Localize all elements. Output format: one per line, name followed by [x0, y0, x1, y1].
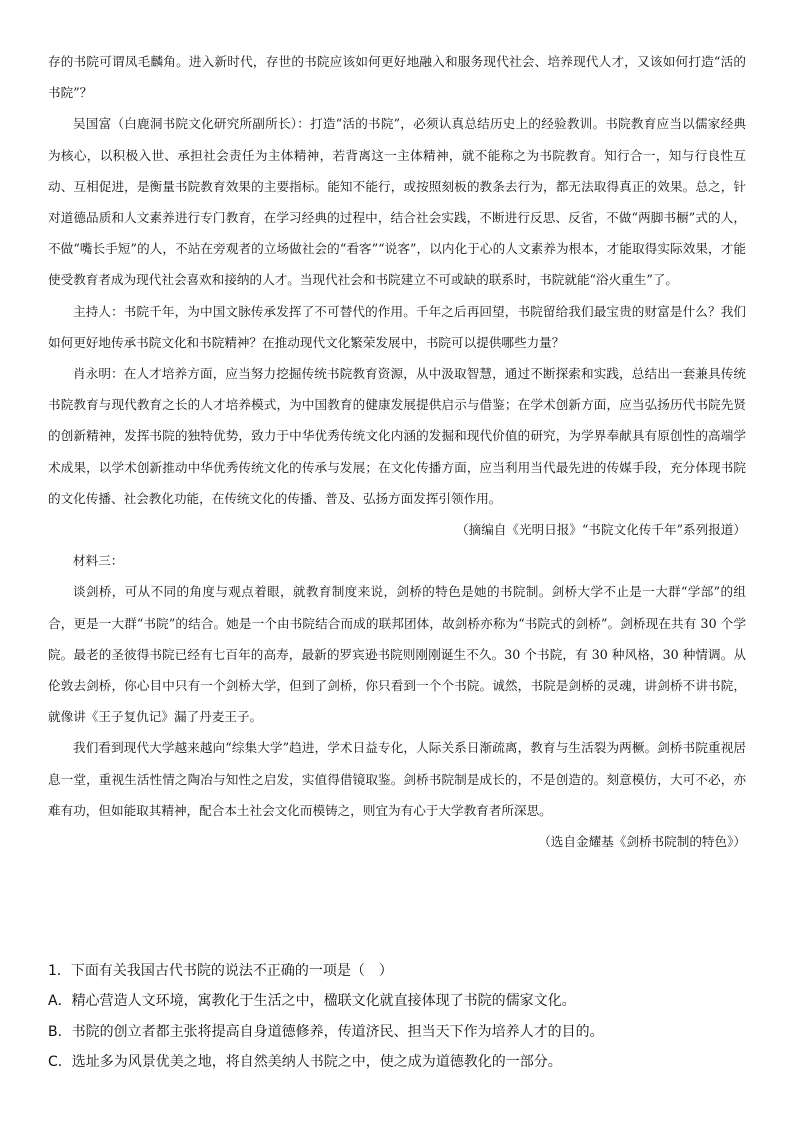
question-stem: 1．下面有关我国古代书院的说法不正确的一项是（ ）	[48, 963, 393, 979]
paragraph-cambridge-2: 我们看到现代大学越来越向“综集大学”趋进，学术日益专化，人际关系日渐疏离，教育与生活裂为两橛。剑桥书院重视居息一堂，重视生活性情之陶冶与知性之启发，实值得借镜取鉴。剑桥书院制是成长的，不是创造的。刻意模仿，大可不必，亦难有功，但如能取其精神，配合本土社会文化而模铸之，则宜为有心于大学教育者所深思。	[48, 740, 746, 818]
material-3-label: 材料三：	[73, 553, 124, 569]
paragraph-continuation: 存的书院可谓凤毛麟角。进入新时代，存世的书院应该如何更好地融入和服务现代社会、培养现代人才，又该如何打造“活的书院”？	[48, 54, 746, 101]
paragraph-host: 主持人：书院千年，为中国文脉传承发挥了不可替代的作用。千年之后再回望，书院留给我们最宝贵的财富是什么？我们如何更好地传承书院文化和书院精神？在推动现代文化繁荣发展中，书院可以提供哪些力量？	[48, 303, 746, 350]
reading-passage	[48, 46, 746, 857]
paragraph-cambridge-1: 谈剑桥，可从不同的角度与观点着眼，就教育制度来说，剑桥的特色是她的书院制。剑桥大学不止是一大群“学部”的组合，更是一大群“书院”的结合。她是一个由书院结合而成的联邦团体，故剑桥亦称为“书院式的剑桥”。剑桥现在共有 30 个学院。最老的圣彼得书院已经有七百年的高寿，最新的罗宾逊书院则刚刚诞生不久。30 个书院，有 30 种风格，30 种情调。从伦敦去剑桥，你心目中只有一个剑桥大学，但到了剑桥，你只看到一个个书院。诚然，书院是剑桥的灵魂，讲剑桥不讲书院，就像讲《王子复仇记》漏了丹麦王子。	[48, 584, 746, 725]
paragraph-xiao-yongming: 肖永明：在人才培养方面，应当努力挖掘传统书院教育资源，从中汲取智慧，通过不断探索和实践，总结出一套兼具传统书院教育与现代教育之长的人才培养模式，为中国教育的健康发展提供启示与借鉴；在学术创新方面，应当弘扬历代书院先贤的创新精神，发挥书院的独特优势，致力于中华优秀传统文化内涵的发掘和现代价值的研究，为学界奉献具有原创性的高端学术成果，以学术创新推动中华优秀传统文化的传承与发展；在文化传播方面，应当利用当代最先进的传媒手段，充分体现书院的文化传播、社会教化功能，在传统文化的传播、普及、弘扬方面发挥引领作用。	[48, 366, 746, 506]
option-b[interactable]: B．书院的创立者都主张将提高自身道德修养，传道济民、担当天下作为培养人才的目的。	[48, 1023, 604, 1040]
paragraph-wu-guofu: 吴国富（白鹿洞书院文化研究所副所长）：打造“活的书院”，必须认真总结历史上的经验教训。书院教育应当以儒家经典为核心，以积极入世、承担社会责任为主体精神，若背离这一主体精神，就不能称之为书院教育。知行合一，知与行良性互动、互相促进，是衡量书院教育效果的主要指标。能知不能行，或按照刻板的教条去行为，都无法取得真正的效果。总之，针对道德品质和人文素养进行专门教育，在学习经典的过程中，结合社会实践，不断进行反思、反省，不做“两脚书橱”式的人，不做“嘴长手短”的人，不站在旁观者的立场做社会的“看客”“说客”，以内化于心的人文素养为根本，才能取得实际效果，才能使受教育者成为现代社会喜欢和接纳的人才。当现代社会和书院建立不可或缺的联系时，书院就能“浴火重生”了。	[48, 116, 746, 288]
source-citation-material-3: （选自金耀基《剑桥书院制的特色》）	[538, 834, 746, 850]
option-a[interactable]: A．精心营造人文环境，寓教化于生活之中，楹联文化就直接体现了书院的儒家文化。	[48, 993, 576, 1010]
question-1	[48, 956, 746, 1078]
source-citation-material-2: （摘编自《光明日报》“书院文化传千年”系列报道）	[456, 522, 746, 538]
option-c[interactable]: C．选址多为风景优美之地，将自然美纳人书院之中，使之成为道德教化的一部分。	[48, 1054, 562, 1071]
